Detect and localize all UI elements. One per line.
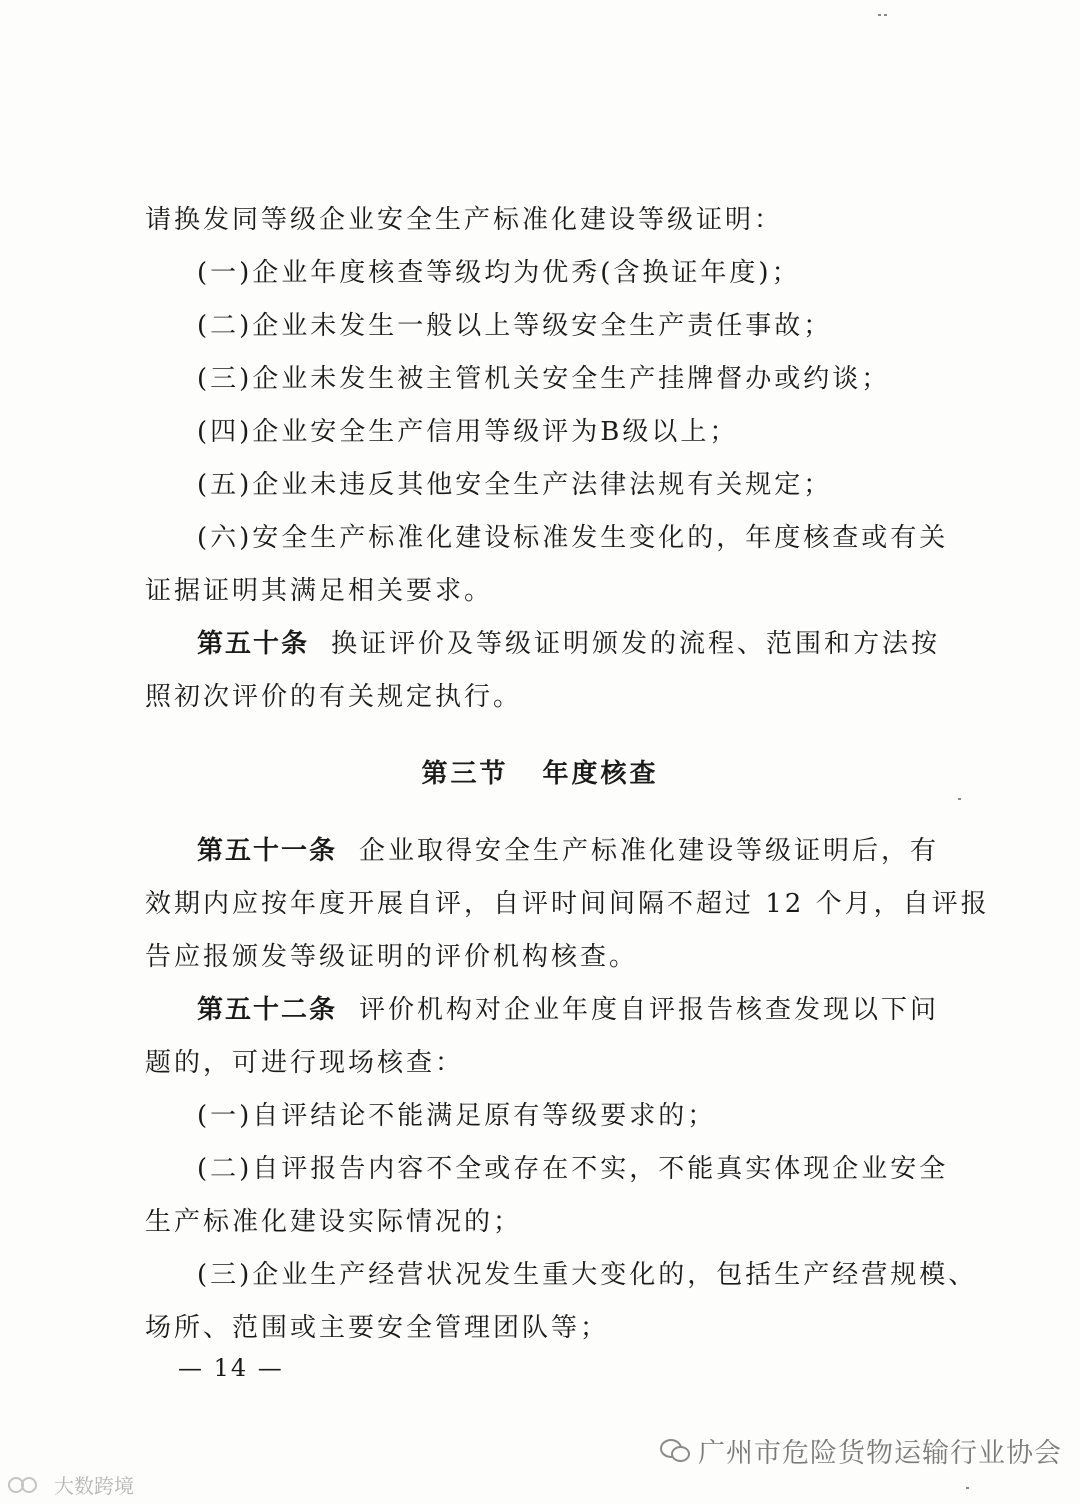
article-50-text: 换证评价及等级证明颁发的流程、范围和方法按 <box>331 629 941 659</box>
list-item-1: (一)企业年度核查等级均为优秀(含换证年度)； <box>197 258 801 288</box>
article-51-line-1 <box>197 834 940 868</box>
article-51-line-3: 告应报颁发等级证明的评价机构核查。 <box>145 942 639 972</box>
article-52-item-2-continuation: 生产标准化建设实际情况的； <box>145 1207 523 1237</box>
wechat-watermark <box>660 1430 1062 1470</box>
article-52-item-2: (二)自评报告内容不全或存在不实，不能真实体现企业安全 <box>197 1154 949 1184</box>
article-51-label: 第五十一条 <box>197 836 338 866</box>
article-50-label: 第五十条 <box>197 629 310 659</box>
article-50-line-2: 照初次评价的有关规定执行。 <box>145 682 523 712</box>
scan-speck <box>884 14 887 16</box>
section-heading <box>0 757 1080 791</box>
article-51-text: 企业取得安全生产标准化建设等级证明后，有 <box>359 836 940 866</box>
page-number: — 14 — <box>178 1354 284 1382</box>
article-52-text: 评价机构对企业年度自评报告核查发现以下问 <box>359 995 940 1025</box>
article-52-item-3-continuation: 场所、范围或主要安全管理团队等； <box>145 1313 610 1343</box>
wechat-account-name: 广州市危险货物运输行业协会 <box>698 1437 1062 1469</box>
list-item-6-continuation: 证据证明其满足相关要求。 <box>145 576 494 606</box>
list-item-5: (五)企业未违反其他安全生产法律法规有关规定； <box>197 470 833 500</box>
article-52-line-2: 题的，可进行现场核查： <box>145 1048 465 1078</box>
list-item-2: (二)企业未发生一般以上等级安全生产责任事故； <box>197 311 833 341</box>
article-50-line-1 <box>197 627 941 661</box>
paragraph-line-continuation: 请换发同等级企业安全生产标准化建设等级证明： <box>145 205 784 235</box>
site-watermark <box>8 1470 134 1498</box>
list-item-6: (六)安全生产标准化建设标准发生变化的，年度核查或有关 <box>197 523 949 553</box>
site-logo-icon <box>8 1473 48 1495</box>
section-number: 第三节 <box>421 759 509 789</box>
scan-speck <box>958 798 961 800</box>
list-item-4: (四)企业安全生产信用等级评为B级以上； <box>197 417 739 447</box>
article-52-item-1: (一)自评结论不能满足原有等级要求的； <box>197 1101 717 1131</box>
article-52-line-1 <box>197 993 940 1027</box>
list-item-3: (三)企业未发生被主管机关安全生产挂牌督办或约谈； <box>197 364 891 394</box>
article-52-item-3: (三)企业生产经营状况发生重大变化的，包括生产经营规模、 <box>197 1260 978 1290</box>
article-52-label: 第五十二条 <box>197 995 338 1025</box>
site-name: 大数跨境 <box>54 1473 134 1498</box>
scan-speck <box>878 14 881 16</box>
section-title: 年度核查 <box>542 759 659 789</box>
article-51-line-2: 效期内应按年度开展自评，自评时间间隔不超过 12 个月，自评报 <box>145 889 990 919</box>
wechat-icon <box>660 1437 690 1463</box>
scan-speck <box>966 1487 969 1489</box>
